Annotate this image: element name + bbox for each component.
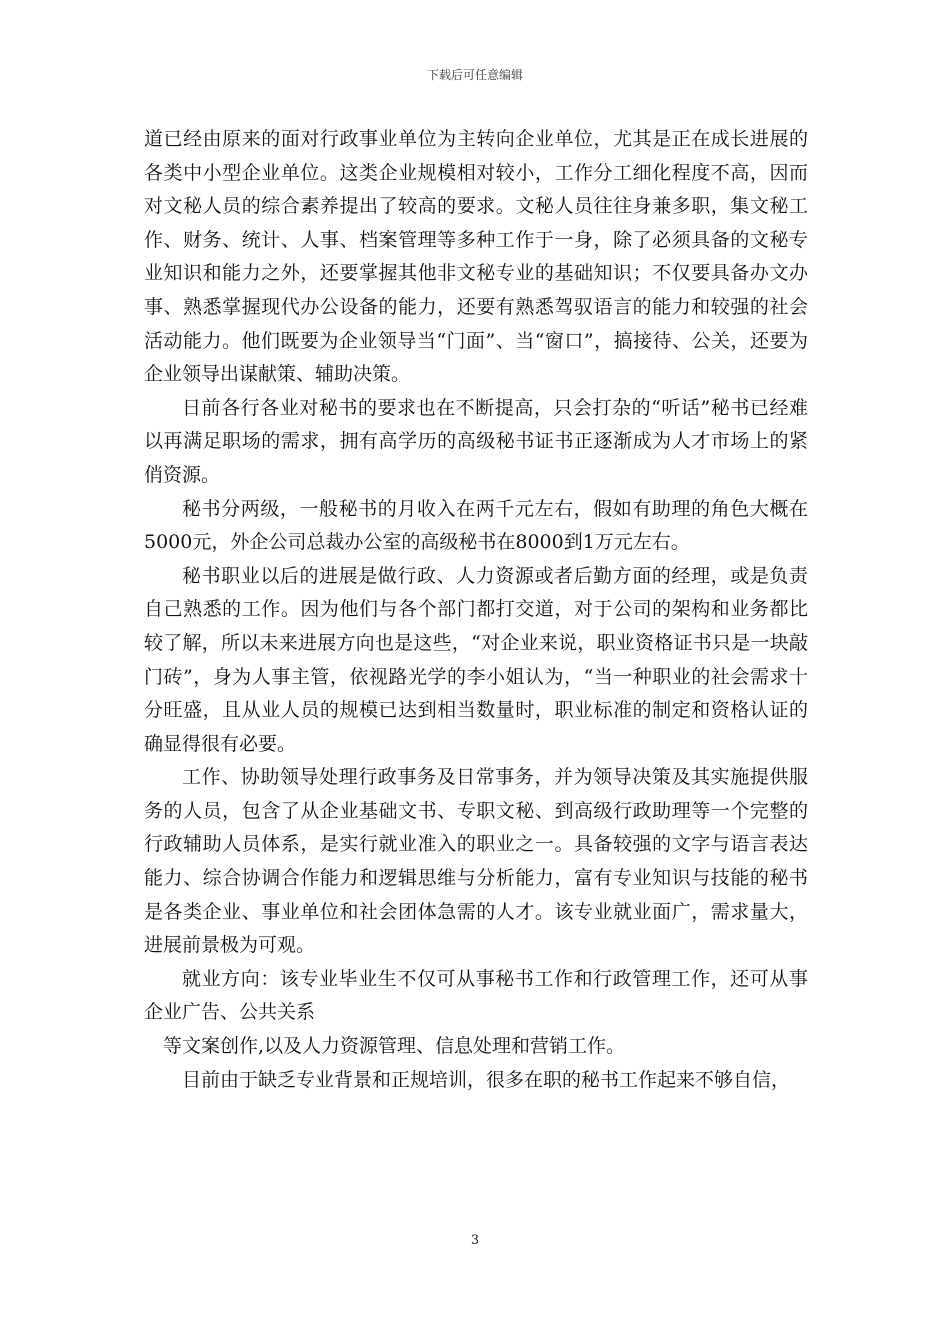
paragraph-4: 秘书职业以后的进展是做行政、人力资源或者后勤方面的经理，或是负责自己熟悉的工作。因为他们与各个部门都打交道，对于公司的架构和业务都比较了解，所以未来进展方向也是这些，“对企业来说，职业资格证书只是一块敲门砖”，身为人事主管，依视路光学的李小姐认为，“当一种职业的社会需求十分旺盛，且从业人员的规模已达到相当数量时，职业标准的制定和资格认证的确显得很有必要。	[144, 564, 808, 755]
paragraph-1: 道已经由原来的面对行政事业单位为主转向企业单位，尤其是正在成长进展的各类中小型企业单位。这类企业规模相对较小，工作分工细化程度不高，因而对文秘人员的综合素养提出了较高的要求。文秘人员往往身兼多职，集文秘工作、财务、统计、人事、档案管理等多种工作于一身，除了必须具备的文秘专业知识和能力之外，还要掌握其他非文秘专业的基础知识；不仅要具备办文办事、熟悉掌握现代办公设备的能力，还要有熟悉驾驭语言的能力和较强的社会活动能力。他们既要为企业领导当“门面”、当“窗口”，搞接待、公关，还要为企业领导出谋献策、辅助决策。	[144, 128, 808, 386]
page-header: 下载后可任意编辑	[426, 68, 523, 82]
paragraph-3: 秘书分两级，一般秘书的月收入在两千元左右，假如有助理的角色大概在5000元，外企公司总裁办公室的高级秘书在8000到1万元左右。	[144, 497, 808, 554]
document-body	[144, 123, 808, 1097]
paragraph-6: 就业方向：该专业毕业生不仅可从事秘书工作和行政管理工作，还可从事企业广告、公共关系	[144, 967, 808, 1024]
paragraph-8: 目前由于缺乏专业背景和正规培训，很多在职的秘书工作起来不够自信，	[182, 1068, 791, 1091]
paragraph-5: 工作、协助领导处理行政事务及日常事务，并为领导决策及其实施提供服务的人员，包含了从企业基础文书、专职文秘、到高级行政助理等一个完整的行政辅助人员体系，是实行就业准入的职业之一。具备较强的文字与语言表达能力、综合协调合作能力和逻辑思维与分析能力，富有专业知识与技能的秘书是各类企业、事业单位和社会团体急需的人才。该专业就业面广，需求量大，进展前景极为可观。	[144, 766, 808, 957]
paragraph-2: 日前各行各业对秘书的要求也在不断提高，只会打杂的“听话”秘书已经难以再满足职场的需求，拥有高学历的高级秘书证书正逐渐成为人才市场上的紧俏资源。	[144, 396, 808, 486]
paragraph-7: 等文案创作,以及人力资源管理、信息处理和营销工作。	[163, 1035, 626, 1058]
page-number: 3	[470, 1233, 480, 1248]
